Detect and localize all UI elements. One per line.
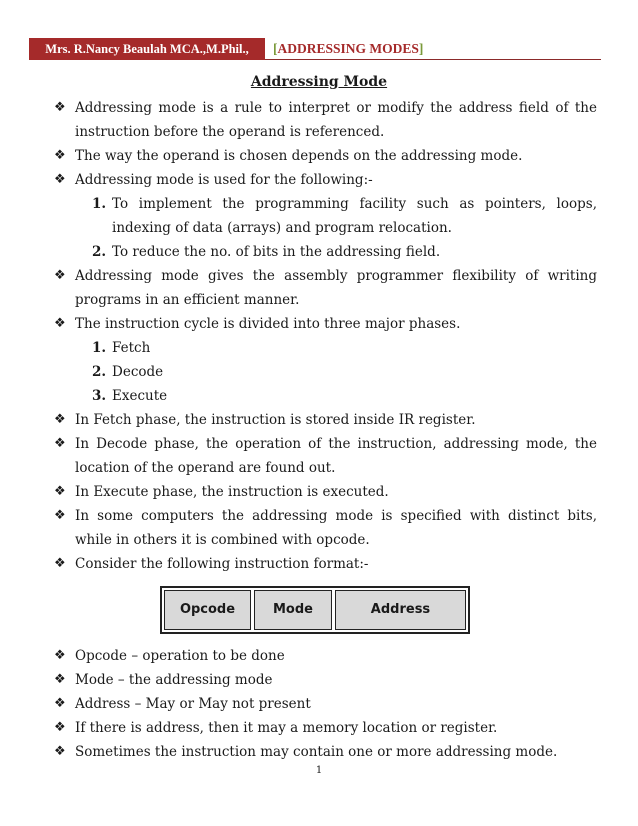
item-text: Fetch [112,340,151,356]
bullet-item [54,552,597,576]
bullet-text: The instruction cycle is divided into three major phases. [75,316,461,332]
header-rule [265,59,601,60]
bullet-text: Addressing mode is a rule to interpret or modify the address field of the instruction before the operand is referenced. [75,100,597,140]
numbered-item [54,360,597,384]
bullet-text: In Decode phase, the operation of the instruction, addressing mode, the location of the operand are found out. [75,436,597,476]
bullet-text: The way the operand is chosen depends on the addressing mode. [75,148,523,164]
instruction-format-table [160,586,470,634]
bullet-text: Consider the following instruction format:- [75,556,369,572]
bullet-item [54,740,597,764]
bullet-item [54,144,597,168]
bullet-text: Addressing mode gives the assembly programmer flexibility of writing programs in an efficient manner. [75,268,597,308]
bullet-text: Mode – the addressing mode [75,672,273,688]
diamond-bullet-icon: ❖ [54,316,66,331]
bullet-item [54,644,597,668]
address-field: Address [335,590,466,630]
numbered-item [54,192,597,240]
item-text: Execute [112,388,168,404]
diamond-bullet-icon: ❖ [54,100,66,115]
bracket-close: ] [418,41,424,56]
bullet-item [54,692,597,716]
item-text: To implement the programming facility such as pointers, loops, indexing of data (arrays) and program relocation. [112,196,597,236]
diamond-bullet-icon: ❖ [54,696,66,711]
item-number: 2. [92,244,107,260]
diamond-bullet-icon: ❖ [54,148,66,163]
bracket-open: [ [273,41,278,56]
mode-field: Mode [254,590,332,630]
content [54,96,597,764]
item-text: To reduce the no. of bits in the addressing field. [112,244,441,260]
bullet-text: Opcode – operation to be done [75,648,285,664]
diamond-bullet-icon: ❖ [54,436,66,451]
bullet-item [54,408,597,432]
bullet-text: In Fetch phase, the instruction is stored inside IR register. [75,412,476,428]
page-title: Addressing Mode [250,74,388,90]
diamond-bullet-icon: ❖ [54,744,66,759]
diamond-bullet-icon: ❖ [54,484,66,499]
opcode-field: Opcode [164,590,251,630]
bullet-text: Addressing mode is used for the following:- [75,172,373,188]
bullet-item [54,312,597,336]
bullet-text: Sometimes the instruction may contain one or more addressing mode. [75,744,558,760]
diamond-bullet-icon: ❖ [54,508,66,523]
bullet-item [54,668,597,692]
bullet-text: In some computers the addressing mode is specified with distinct bits, while in others it is combined with opcode. [75,508,597,548]
numbered-item [54,336,597,360]
item-number: 2. [92,364,107,380]
header-topic [273,38,423,60]
diamond-bullet-icon: ❖ [54,556,66,571]
bullet-item [54,264,597,312]
item-number: 1. [92,340,107,356]
bullet-item [54,480,597,504]
diamond-bullet-icon: ❖ [54,172,66,187]
item-number: 3. [92,388,107,404]
page-number: 1 [315,765,323,776]
diamond-bullet-icon: ❖ [54,268,66,283]
diamond-bullet-icon: ❖ [54,412,66,427]
page-header [29,38,601,60]
item-text: Decode [112,364,164,380]
diamond-bullet-icon: ❖ [54,648,66,663]
item-number: 1. [92,196,107,212]
numbered-item [54,384,597,408]
bullet-text: In Execute phase, the instruction is executed. [75,484,389,500]
diamond-bullet-icon: ❖ [54,720,66,735]
bullet-item [54,432,597,480]
bullet-text: If there is address, then it may a memory location or register. [75,720,498,736]
bullet-text: Address – May or May not present [75,696,311,712]
diamond-bullet-icon: ❖ [54,672,66,687]
bullet-item [54,96,597,144]
bullet-item [54,168,597,192]
numbered-item [54,240,597,264]
topic-text: ADDRESSING MODES [277,41,419,56]
bullet-item [54,716,597,740]
bullet-item [54,504,597,552]
author-banner: Mrs. R.Nancy Beaulah MCA.,M.Phil., [29,38,265,60]
